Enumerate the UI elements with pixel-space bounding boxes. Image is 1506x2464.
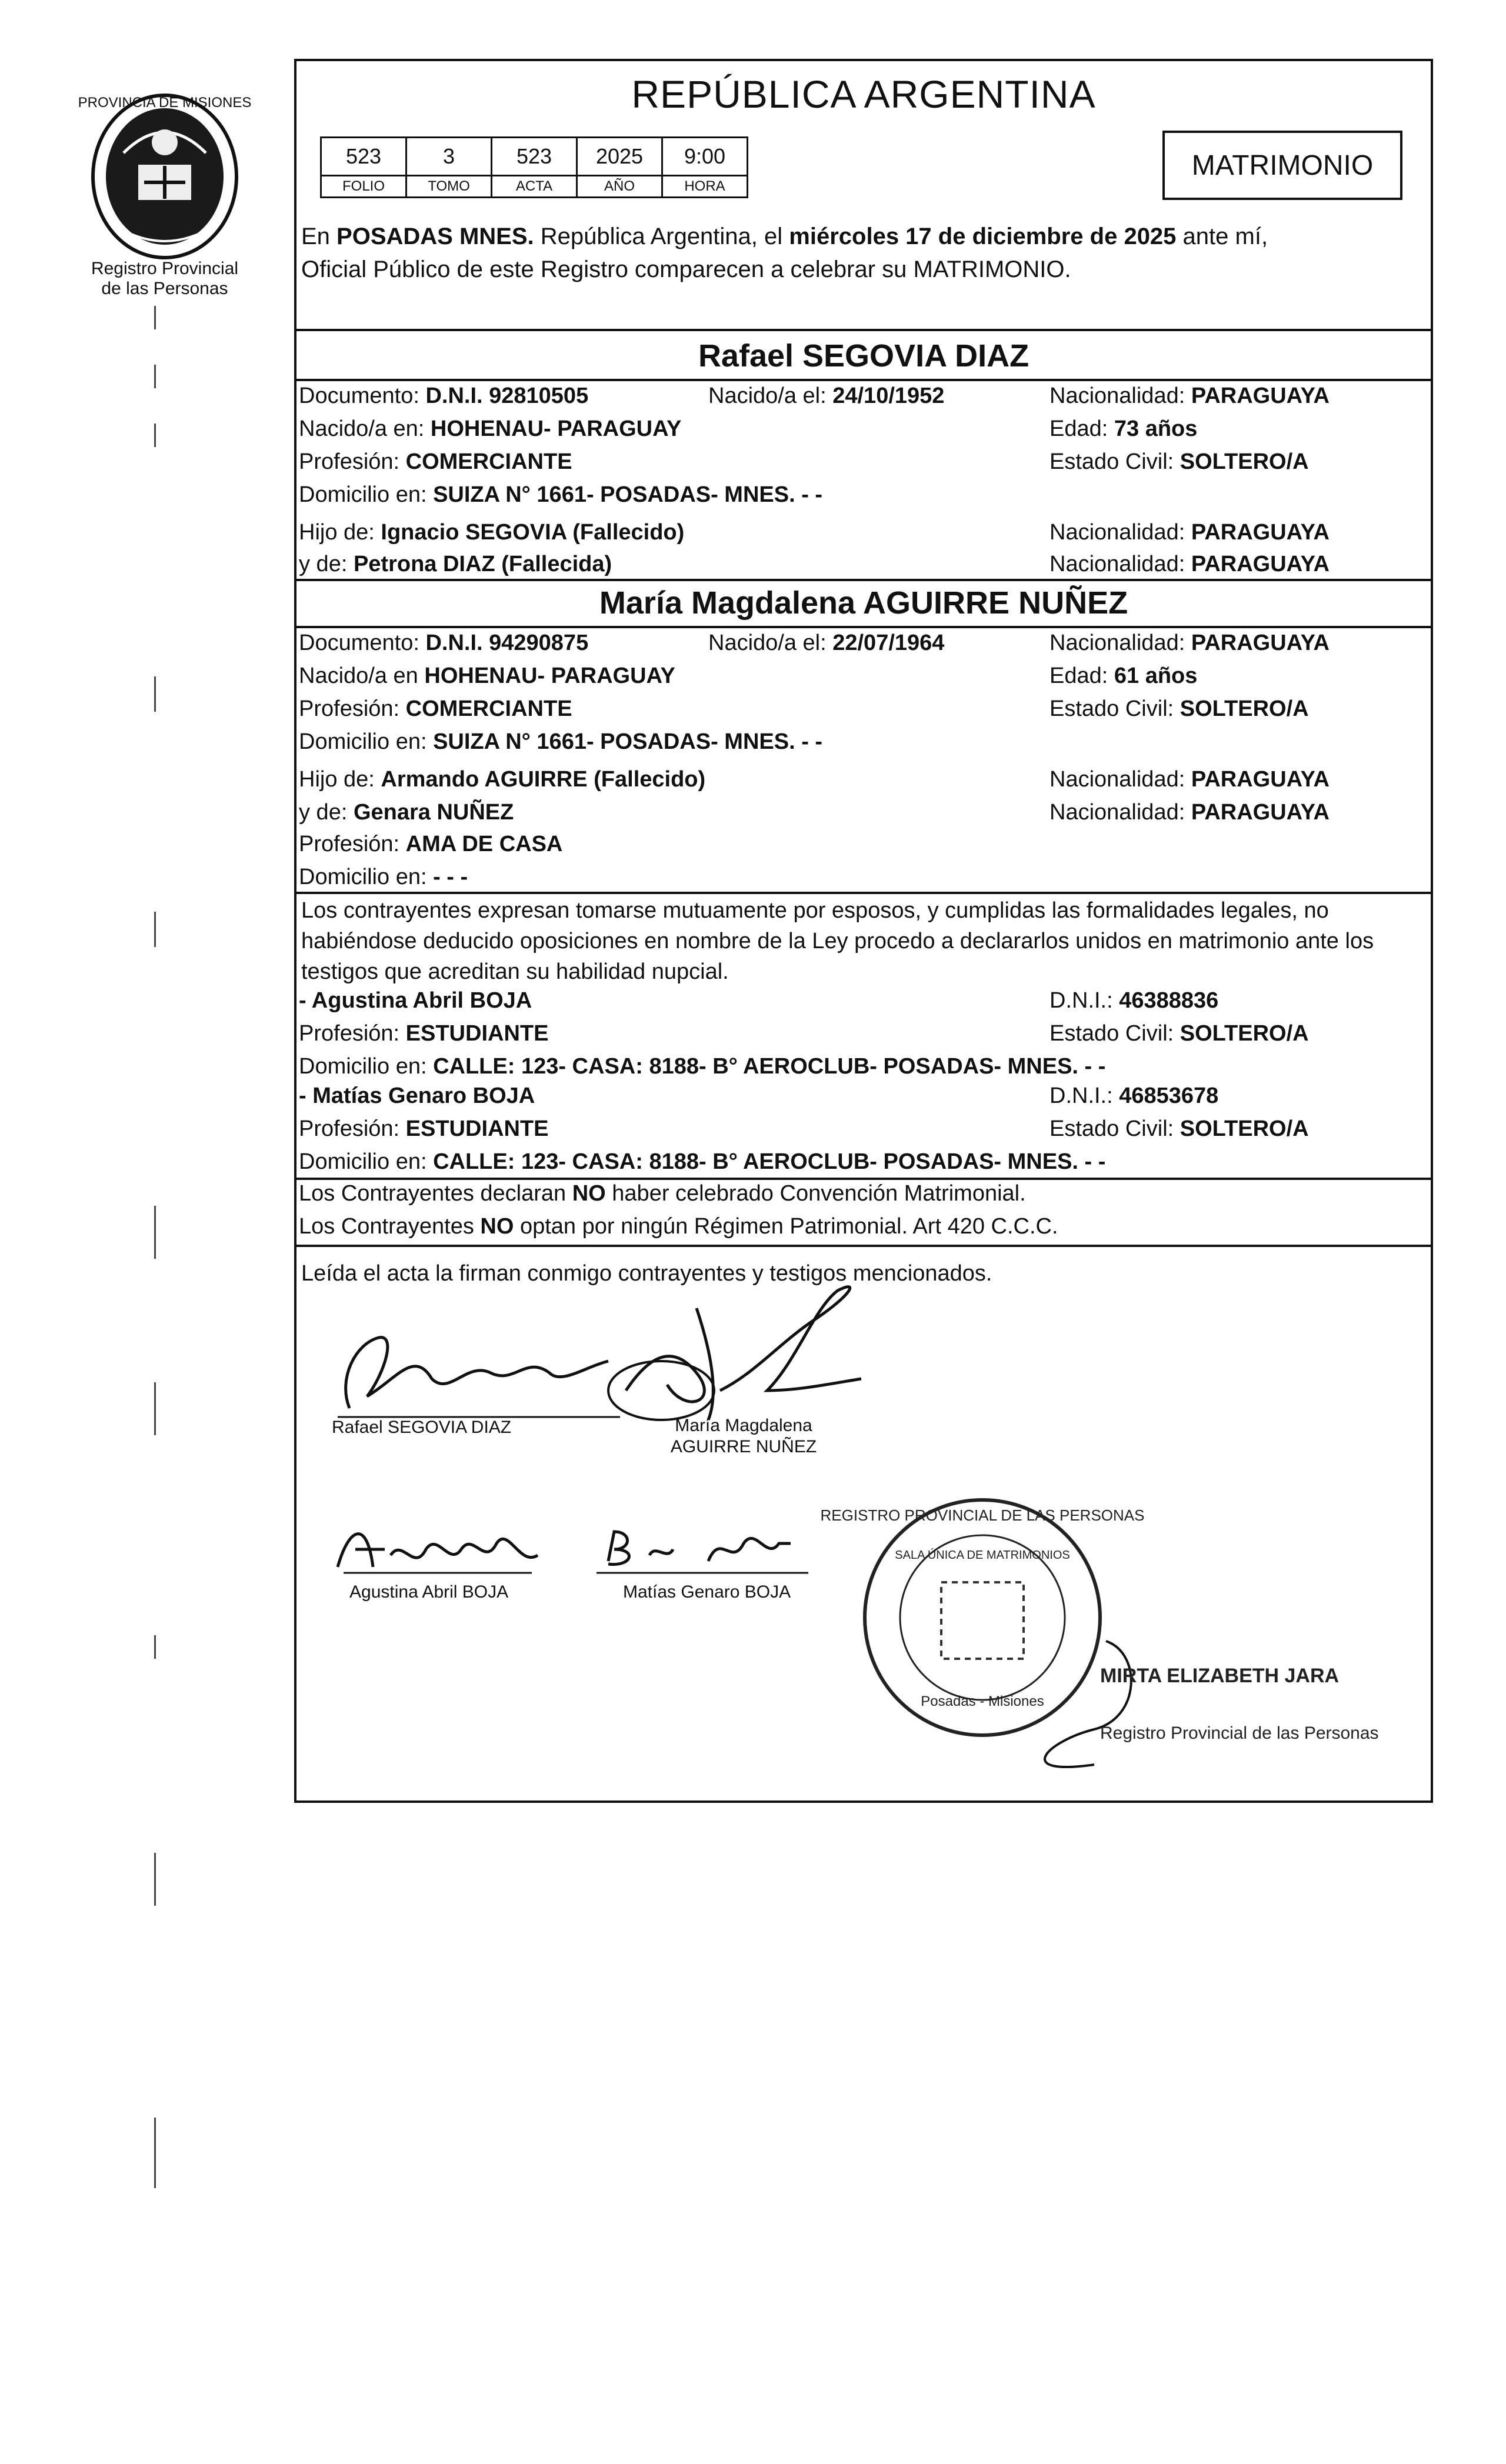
witness1-signature bbox=[332, 1502, 544, 1582]
intro-line2: Oficial Público de este Registro comparecen a celebrar su MATRIMONIO. bbox=[301, 256, 1071, 282]
bride-address: Domicilio en: SUIZA N° 1661- POSADAS- MNES. - - bbox=[299, 729, 823, 754]
stamp-bottom-text: Posadas - Misiones bbox=[921, 1693, 1044, 1709]
groom-signature-label: Rafael SEGOVIA DIAZ bbox=[332, 1418, 512, 1437]
witness1-dni: D.N.I.: 46388836 bbox=[1049, 988, 1219, 1013]
bride-signature bbox=[602, 1273, 885, 1429]
bride-civil-status: Estado Civil: SOLTERO/A bbox=[1049, 696, 1309, 721]
witness2-profession: Profesión: ESTUDIANTE bbox=[299, 1116, 549, 1141]
bride-nationality: Nacionalidad: PARAGUAYA bbox=[1049, 631, 1330, 655]
bride-signature-label: María Magdalena AGUIRRE NUÑEZ bbox=[670, 1416, 817, 1456]
bride-mother-address: Domicilio en: - - - bbox=[299, 865, 468, 889]
groom-document: Documento: D.N.I. 92810505 bbox=[299, 384, 589, 408]
groom-name: Rafael SEGOVIA DIAZ bbox=[698, 338, 1029, 374]
divider bbox=[296, 626, 1431, 628]
divider bbox=[296, 1178, 1431, 1180]
year-label: AÑO bbox=[577, 176, 662, 198]
official-stamp bbox=[820, 1471, 1145, 1776]
tomo-value: 3 bbox=[407, 138, 492, 176]
witness2-civil-status: Estado Civil: SOLTERO/A bbox=[1049, 1116, 1309, 1141]
intro-paragraph: En POSADAS MNES. República Argentina, el miércoles 17 de diciembre de 2025 ante mí, Oficial Público de este Registro comparecen a celebrar su MATRIMONIO. bbox=[301, 220, 1428, 286]
margin-mark bbox=[154, 1853, 156, 1906]
intro-date: miércoles 17 de diciembre de 2025 bbox=[789, 224, 1177, 249]
bride-birthplace: Nacido/a en HOHENAU- PARAGUAY bbox=[299, 663, 675, 688]
margin-mark bbox=[154, 1206, 156, 1259]
margin-mark bbox=[154, 424, 156, 447]
witness1-name: - Agustina Abril BOJA bbox=[299, 988, 532, 1013]
witness1-address: Domicilio en: CALLE: 123- CASA: 8188- B° AEROCLUB- POSADAS- MNES. - - bbox=[299, 1054, 1106, 1079]
groom-nationality: Nacionalidad: PARAGUAYA bbox=[1049, 384, 1330, 408]
signatures-intro: Leída el acta la firman conmigo contrayentes y testigos mencionados. bbox=[301, 1261, 992, 1286]
margin-mark bbox=[154, 912, 156, 947]
witness2-dni: D.N.I.: 46853678 bbox=[1049, 1083, 1219, 1108]
bride-document: Documento: D.N.I. 94290875 bbox=[299, 631, 589, 655]
groom-father: Hijo de: Ignacio SEGOVIA (Fallecido) bbox=[299, 520, 685, 545]
bride-name: María Magdalena AGUIRRE NUÑEZ bbox=[599, 585, 1128, 621]
divider bbox=[296, 892, 1431, 894]
groom-father-nationality: Nacionalidad: PARAGUAYA bbox=[1049, 520, 1330, 545]
hour-value: 9:00 bbox=[662, 138, 748, 176]
stamp-ring-text: REGISTRO PROVINCIAL DE LAS PERSONAS bbox=[820, 1506, 1145, 1524]
folio-value: 523 bbox=[321, 138, 407, 176]
groom-civil-status: Estado Civil: SOLTERO/A bbox=[1049, 449, 1309, 474]
margin-mark bbox=[154, 1382, 156, 1435]
margin-mark bbox=[154, 306, 156, 329]
groom-profession: Profesión: COMERCIANTE bbox=[299, 449, 572, 474]
folio-label: FOLIO bbox=[321, 176, 407, 198]
country-title: REPÚBLICA ARGENTINA bbox=[631, 72, 1096, 116]
witness2-address: Domicilio en: CALLE: 123- CASA: 8188- B° AEROCLUB- POSADAS- MNES. - - bbox=[299, 1149, 1106, 1174]
union-declaration: Los contrayentes expresan tomarse mutuamente por esposos, y cumplidas las formalidades legales, no habiéndose deducido oposiciones en nombre de la Ley procedo a declararlos unidos en matrimonio ante los testigos que acreditan su habilidad nupcial. bbox=[301, 898, 1374, 984]
acta-label: ACTA bbox=[492, 176, 577, 198]
margin-mark bbox=[154, 676, 156, 712]
hour-label: HORA bbox=[662, 176, 748, 198]
logo-caption-line1: Registro Provincial bbox=[91, 259, 239, 278]
groom-age: Edad: 73 años bbox=[1049, 416, 1198, 441]
margin-mark bbox=[154, 1635, 156, 1659]
registry-table bbox=[320, 136, 748, 198]
groom-birthplace: Nacido/a en: HOHENAU- PARAGUAY bbox=[299, 416, 682, 441]
bride-mother: y de: Genara NUÑEZ bbox=[299, 800, 514, 825]
logo-caption bbox=[71, 259, 259, 299]
bride-birthdate: Nacido/a el: 22/07/1964 bbox=[708, 631, 945, 655]
witness1-civil-status: Estado Civil: SOLTERO/A bbox=[1049, 1021, 1309, 1046]
bride-mother-nationality: Nacionalidad: PARAGUAYA bbox=[1049, 800, 1330, 825]
groom-birthdate: Nacido/a el: 24/10/1952 bbox=[708, 384, 945, 408]
witness2-signature bbox=[591, 1508, 814, 1582]
groom-mother-nationality: Nacionalidad: PARAGUAYA bbox=[1049, 552, 1330, 576]
bride-profession: Profesión: COMERCIANTE bbox=[299, 696, 572, 721]
divider bbox=[296, 579, 1431, 581]
bride-father-nationality: Nacionalidad: PARAGUAYA bbox=[1049, 767, 1330, 792]
convention-statement: Los Contrayentes declaran NO haber celebrado Convención Matrimonial. bbox=[299, 1181, 1026, 1206]
groom-mother: y de: Petrona DIAZ (Fallecida) bbox=[299, 552, 612, 576]
act-type-box: MATRIMONIO bbox=[1162, 131, 1402, 200]
bride-age: Edad: 61 años bbox=[1049, 663, 1198, 688]
bride-father: Hijo de: Armando AGUIRRE (Fallecido) bbox=[299, 767, 706, 792]
witness2-signature-label: Matías Genaro BOJA bbox=[623, 1582, 791, 1602]
stamp-inner-text: SALA ÚNICA DE MATRIMONIOS bbox=[895, 1549, 1070, 1562]
regime-statement: Los Contrayentes NO optan por ningún Régimen Patrimonial. Art 420 C.C.C. bbox=[299, 1214, 1058, 1239]
margin-mark bbox=[154, 2118, 156, 2188]
intro-place: POSADAS MNES. bbox=[336, 224, 534, 249]
witness2-name: - Matías Genaro BOJA bbox=[299, 1083, 535, 1108]
year-value: 2025 bbox=[577, 138, 662, 176]
official-name: MIRTA ELIZABETH JARA bbox=[1100, 1665, 1340, 1687]
registry-seal-logo bbox=[78, 88, 252, 265]
witness1-profession: Profesión: ESTUDIANTE bbox=[299, 1021, 549, 1046]
divider bbox=[296, 1245, 1431, 1247]
official-title: Registro Provincial de las Personas bbox=[1100, 1723, 1379, 1743]
bride-mother-profession: Profesión: AMA DE CASA bbox=[299, 832, 563, 856]
divider bbox=[296, 329, 1431, 331]
tomo-label: TOMO bbox=[407, 176, 492, 198]
margin-mark bbox=[154, 365, 156, 388]
logo-caption-line2: de las Personas bbox=[101, 279, 228, 298]
acta-value: 523 bbox=[492, 138, 577, 176]
logo-ring-text: PROVINCIA DE MISIONES bbox=[78, 95, 252, 111]
witness1-signature-label: Agustina Abril BOJA bbox=[349, 1582, 509, 1602]
divider bbox=[296, 379, 1431, 381]
groom-address: Domicilio en: SUIZA N° 1661- POSADAS- MNES. - - bbox=[299, 482, 823, 507]
groom-signature bbox=[314, 1308, 644, 1429]
